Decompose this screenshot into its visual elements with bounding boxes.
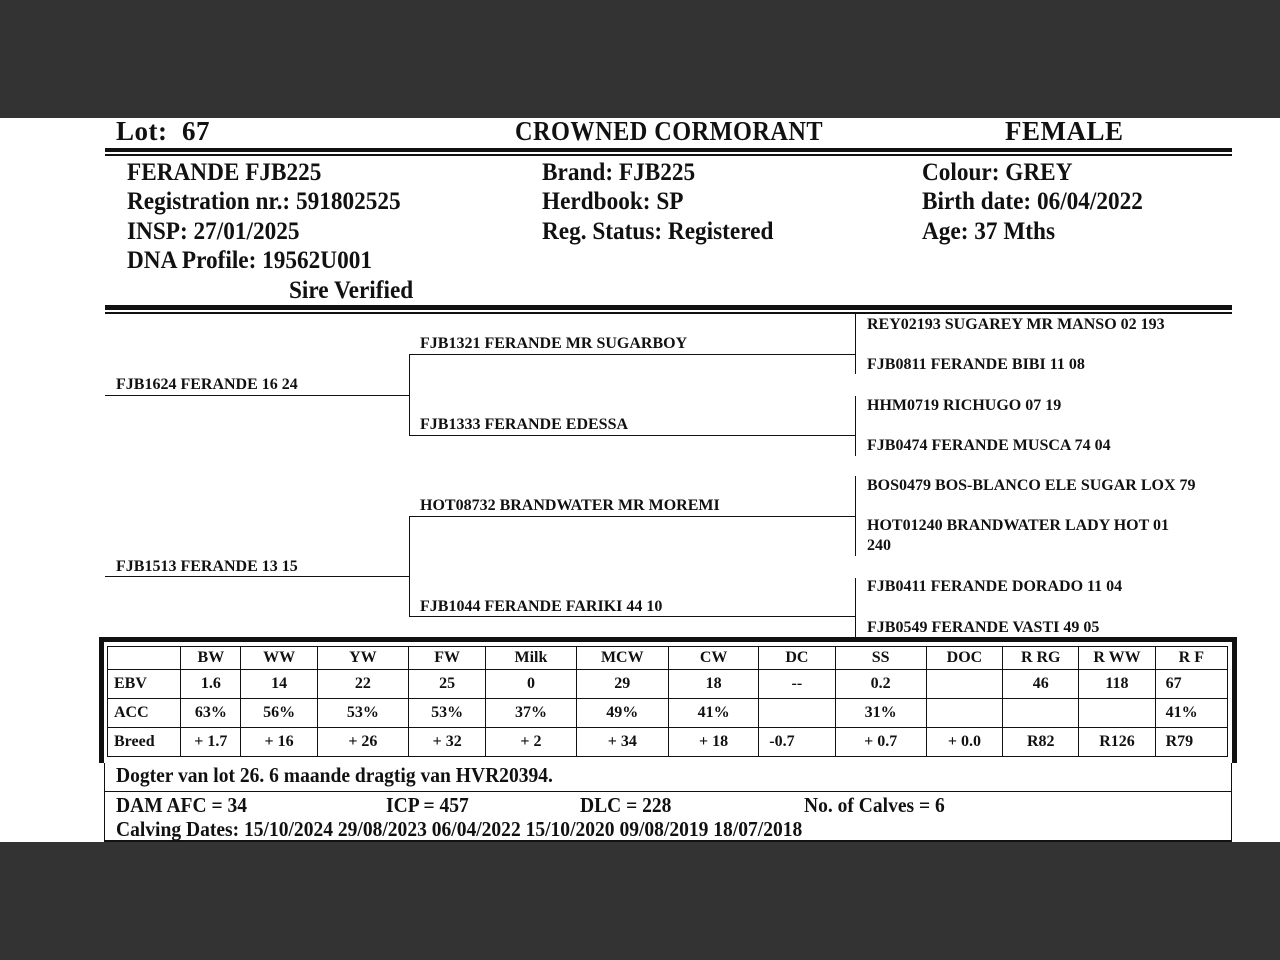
ggp-bracket-1 xyxy=(855,314,856,374)
registration-number: Registration nr.: 591802525 xyxy=(127,188,401,215)
table-header-cell: BW xyxy=(181,647,241,670)
table-cell: 56% xyxy=(241,699,317,728)
table-cell: + 26 xyxy=(317,728,408,757)
table-cell: 29 xyxy=(576,670,668,699)
table-cell: + 2 xyxy=(486,728,576,757)
herdbook: Herdbook: SP xyxy=(542,188,684,215)
reg-status: Reg. Status: Registered xyxy=(542,218,774,245)
pedigree-sire-dam: FJB1333 FERANDE EDESSA xyxy=(420,416,629,433)
table-cell: -- xyxy=(759,670,835,699)
breed-row xyxy=(108,728,1228,757)
footer-divider xyxy=(104,791,1232,792)
dam-dlc: DLC = 228 xyxy=(580,793,672,817)
table-cell: 25 xyxy=(409,670,486,699)
ggp-bracket-3 xyxy=(855,476,856,556)
ebv-frame-right xyxy=(1232,637,1237,763)
table-cell: + 16 xyxy=(241,728,317,757)
ggp-bracket-4 xyxy=(855,578,856,638)
table-header-cell: CW xyxy=(668,647,758,670)
table-cell xyxy=(926,670,1002,699)
pedigree-ggp-wrap: 240 xyxy=(867,537,891,554)
table-cell: R79 xyxy=(1155,728,1227,757)
table-header-cell: R WW xyxy=(1079,647,1155,670)
table-header-cell xyxy=(108,647,181,670)
table-cell: + 34 xyxy=(576,728,668,757)
dam-afc: DAM AFC = 34 xyxy=(116,793,248,817)
pedigree-dam-dam: FJB1044 FERANDE FARIKI 44 10 xyxy=(420,598,663,615)
table-cell: + 0.0 xyxy=(926,728,1002,757)
row-label: Breed xyxy=(108,728,181,757)
table-cell: 22 xyxy=(317,670,408,699)
calving-dates: Calving Dates: 15/10/2024 29/08/2023 06/04/2022 15/10/2020 09/08/2019 18/07/2018 xyxy=(116,817,803,841)
pedigree-ggp: FJB0474 FERANDE MUSCA 74 04 xyxy=(867,437,1111,454)
table-header-cell: R F xyxy=(1155,647,1227,670)
pedigree-ggp: FJB0811 FERANDE BIBI 11 08 xyxy=(867,356,1085,373)
table-cell: 18 xyxy=(668,670,758,699)
header-rule-thin xyxy=(105,154,1232,156)
table-header-cell: YW xyxy=(317,647,408,670)
details-rule-thick xyxy=(105,305,1232,310)
footer-border-left xyxy=(104,763,105,842)
table-cell: R126 xyxy=(1079,728,1155,757)
pedigree-ggp: FJB0549 FERANDE VASTI 49 05 xyxy=(867,619,1100,636)
table-cell: 37% xyxy=(486,699,576,728)
table-header-cell: DOC xyxy=(926,647,1002,670)
table-cell: -0.7 xyxy=(759,728,835,757)
brand: Brand: FJB225 xyxy=(542,159,696,186)
pedigree-dam-sire: HOT08732 BRANDWATER MR MOREMI xyxy=(420,497,720,514)
pedigree-sire-sire: FJB1321 FERANDE MR SUGARBOY xyxy=(420,335,688,352)
pedigree-ggp: HHM0719 RICHUGO 07 19 xyxy=(867,397,1062,414)
table-cell: 0 xyxy=(486,670,576,699)
table-cell: R82 xyxy=(1003,728,1079,757)
pedigree-ggp: FJB0411 FERANDE DORADO 11 04 xyxy=(867,578,1123,595)
table-cell xyxy=(1079,699,1155,728)
ebv-row xyxy=(108,670,1228,699)
remarks: Dogter van lot 26. 6 maande dragtig van HVR20394. xyxy=(116,763,553,787)
dam-calves: No. of Calves = 6 xyxy=(804,793,945,817)
table-header-cell: DC xyxy=(759,647,835,670)
pedigree-sire: FJB1624 FERANDE 16 24 xyxy=(116,376,298,393)
table-cell: 46 xyxy=(1003,670,1079,699)
dam-line xyxy=(105,576,410,577)
table-cell: 63% xyxy=(181,699,241,728)
sire-line xyxy=(105,395,410,396)
acc-row xyxy=(108,699,1228,728)
pedigree-dam: FJB1513 FERANDE 13 15 xyxy=(116,558,298,575)
table-cell xyxy=(1003,699,1079,728)
table-cell: + 0.7 xyxy=(835,728,926,757)
catalogue-page xyxy=(0,118,1280,842)
table-cell: 41% xyxy=(1155,699,1227,728)
dam-bracket xyxy=(409,516,410,617)
table-cell: 1.6 xyxy=(181,670,241,699)
row-label: EBV xyxy=(108,670,181,699)
table-cell: 49% xyxy=(576,699,668,728)
table-header-cell: FW xyxy=(409,647,486,670)
ggp-bracket-2 xyxy=(855,396,856,456)
table-cell xyxy=(926,699,1002,728)
lot-label xyxy=(116,118,210,144)
insp-date: INSP: 27/01/2025 xyxy=(127,218,300,245)
pedigree-ggp: REY02193 SUGAREY MR MANSO 02 193 xyxy=(867,316,1165,333)
footer-border-right xyxy=(1231,763,1232,842)
table-header-cell: MCW xyxy=(576,647,668,670)
table-cell: 53% xyxy=(409,699,486,728)
sire-bracket xyxy=(409,354,410,436)
table-cell: + 32 xyxy=(409,728,486,757)
colour: Colour: GREY xyxy=(922,159,1073,186)
table-cell: 14 xyxy=(241,670,317,699)
table-cell: 41% xyxy=(668,699,758,728)
ebv-frame-left xyxy=(99,637,104,763)
table-header-cell: WW xyxy=(241,647,317,670)
sire-dam-line xyxy=(409,435,855,436)
table-cell: 31% xyxy=(835,699,926,728)
animal-name: FERANDE FJB225 xyxy=(127,159,322,186)
dam-dam-line xyxy=(409,616,855,617)
pedigree-ggp: HOT01240 BRANDWATER LADY HOT 01 xyxy=(867,517,1169,534)
ebv-frame-top xyxy=(99,637,1237,642)
sire-verified: Sire Verified xyxy=(289,277,414,304)
breeder-name: CROWNED CORMORANT xyxy=(515,118,824,146)
table-cell xyxy=(759,699,835,728)
details-rule-thin xyxy=(105,312,1232,314)
table-cell: + 1.7 xyxy=(181,728,241,757)
dam-icp: ICP = 457 xyxy=(386,793,469,817)
birth-date: Birth date: 06/04/2022 xyxy=(922,188,1143,215)
table-cell: + 18 xyxy=(668,728,758,757)
table-cell: 67 xyxy=(1155,670,1227,699)
table-header-cell: SS xyxy=(835,647,926,670)
lot-label-text: Lot: xyxy=(116,118,168,146)
sex-label: FEMALE xyxy=(1005,118,1124,146)
sire-sire-line xyxy=(409,354,855,355)
pedigree-ggp: BOS0479 BOS-BLANCO ELE SUGAR LOX 79 xyxy=(867,477,1196,494)
header-rule-thick xyxy=(105,148,1232,152)
age: Age: 37 Mths xyxy=(922,218,1056,245)
dna-profile: DNA Profile: 19562U001 xyxy=(127,247,372,274)
table-cell: 118 xyxy=(1079,670,1155,699)
dam-sire-line xyxy=(409,516,855,517)
table-cell: 53% xyxy=(317,699,408,728)
ebv-header-row xyxy=(108,647,1228,670)
row-label: ACC xyxy=(108,699,181,728)
lot-number: 67 xyxy=(182,118,210,146)
ebv-table xyxy=(107,646,1228,757)
table-header-cell: R RG xyxy=(1003,647,1079,670)
table-cell: 0.2 xyxy=(835,670,926,699)
table-header-cell: Milk xyxy=(486,647,576,670)
